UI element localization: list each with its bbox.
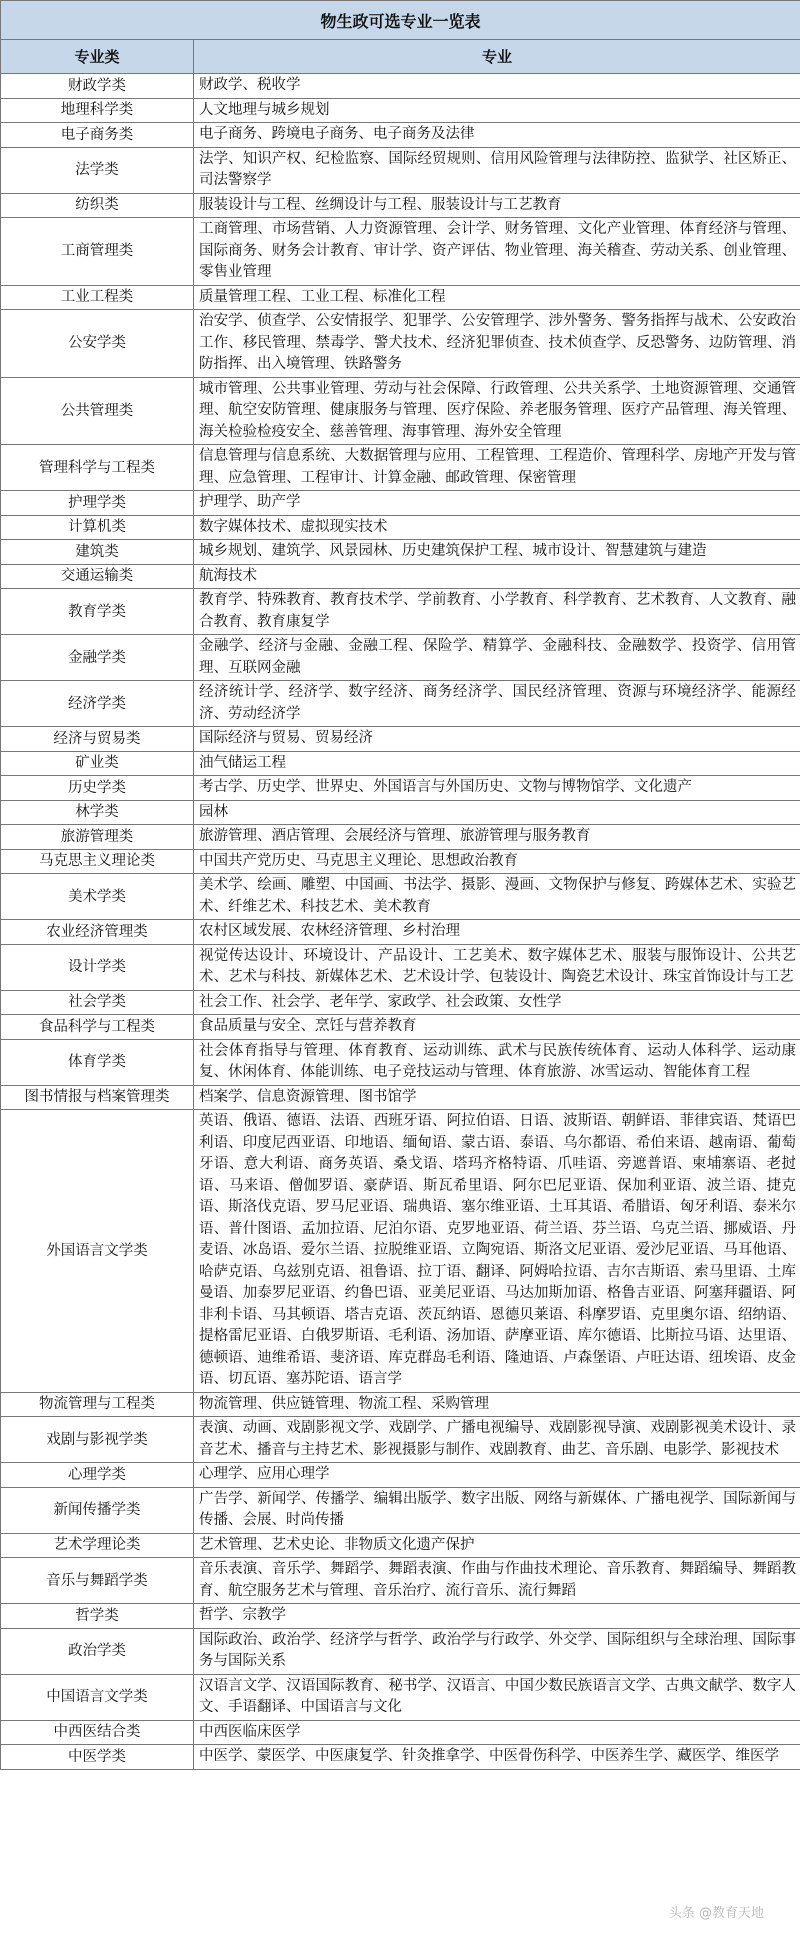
table-row: [1, 285, 800, 310]
category-cell: 物流管理与工程类: [1, 1392, 194, 1417]
category-cell: 音乐与舞蹈学类: [1, 1558, 194, 1604]
category-cell: 艺术学理论类: [1, 1533, 194, 1558]
table-row: [1, 491, 800, 516]
category-cell: 计算机类: [1, 515, 194, 540]
header-majors: 专业: [194, 40, 800, 74]
majors-cell: 电子商务、跨境电子商务、电子商务及法律: [194, 123, 800, 148]
majors-cell: 质量管理工程、工业工程、标准化工程: [194, 285, 800, 310]
header-category: 专业类: [1, 40, 194, 74]
majors-cell: 农村区域发展、农林经济管理、乡村治理: [194, 920, 800, 945]
category-cell: 纺织类: [1, 193, 194, 218]
table-row: [1, 1392, 800, 1417]
category-cell: 地理科学类: [1, 98, 194, 123]
majors-cell: 城市管理、公共事业管理、劳动与社会保障、行政管理、公共关系学、土地资源管理、交通管理、航空安防管理、健康服务与管理、医疗保险、养老服务管理、医疗产品管理、海关管理、海关检验检疫安全、慈善管理、海事管理、海外安全管理: [194, 377, 800, 445]
category-cell: 中西医结合类: [1, 1720, 194, 1745]
table-row: [1, 147, 800, 193]
majors-cell: 园林: [194, 800, 800, 825]
majors-cell: 金融学、经济与金融、金融工程、保险学、精算学、金融科技、金融数学、投资学、信用管理、互联网金融: [194, 635, 800, 681]
table-row: [1, 751, 800, 776]
category-cell: 外国语言文学类: [1, 1110, 194, 1393]
category-cell: 经济学类: [1, 681, 194, 727]
majors-cell: 航海技术: [194, 564, 800, 589]
table-row: [1, 681, 800, 727]
majors-cell: 美术学、绘画、雕塑、中国画、书法学、摄影、漫画、文物保护与修复、跨媒体艺术、实验艺术、纤维艺术、科技艺术、美术教育: [194, 874, 800, 920]
table-row: [1, 1463, 800, 1488]
category-cell: 政治学类: [1, 1628, 194, 1674]
table-row: [1, 74, 800, 99]
majors-cell: 视觉传达设计、环境设计、产品设计、工艺美术、数字媒体艺术、服装与服饰设计、公共艺术、艺术与科技、新媒体艺术、艺术设计学、包装设计、陶瓷艺术设计、珠宝首饰设计与工艺: [194, 944, 800, 990]
table-row: [1, 1110, 800, 1393]
category-cell: 工商管理类: [1, 218, 194, 286]
table-row: [1, 1015, 800, 1040]
table-row: [1, 1720, 800, 1745]
table-row: [1, 1674, 800, 1720]
majors-cell: 社会体育指导与管理、体育教育、运动训练、武术与民族传统体育、运动人体科学、运动康复、休闲体育、体能训练、电子竞技运动与管理、体育旅游、冰雪运动、智能体育工程: [194, 1039, 800, 1085]
table-row: [1, 123, 800, 148]
category-cell: 体育学类: [1, 1039, 194, 1085]
majors-cell: 工商管理、市场营销、人力资源管理、会计学、财务管理、文化产业管理、体育经济与管理、国际商务、财务会计教育、审计学、资产评估、物业管理、海关稽查、劳动关系、创业管理、零售业管理: [194, 218, 800, 286]
majors-cell: 国际政治、政治学、经济学与哲学、政治学与行政学、外交学、国际组织与全球治理、国际事务与国际关系: [194, 1628, 800, 1674]
table-row: [1, 1558, 800, 1604]
table-row: [1, 1628, 800, 1674]
table-row: [1, 1604, 800, 1629]
table-row: [1, 849, 800, 874]
table-row: [1, 589, 800, 635]
category-cell: 林学类: [1, 800, 194, 825]
table-row: [1, 920, 800, 945]
table-row: [1, 776, 800, 801]
majors-cell: 考古学、历史学、世界史、外国语言与外国历史、文物与博物馆学、文化遗产: [194, 776, 800, 801]
category-cell: 交通运输类: [1, 564, 194, 589]
category-cell: 食品科学与工程类: [1, 1015, 194, 1040]
majors-cell: 经济统计学、经济学、数字经济、商务经济学、国民经济管理、资源与环境经济学、能源经济、劳动经济学: [194, 681, 800, 727]
majors-cell: 服装设计与工程、丝绸设计与工程、服装设计与工艺教育: [194, 193, 800, 218]
majors-cell: 英语、俄语、德语、法语、西班牙语、阿拉伯语、日语、波斯语、朝鲜语、菲律宾语、梵语巴利语、印度尼西亚语、印地语、缅甸语、蒙古语、泰语、乌尔都语、希伯来语、越南语、葡萄牙语、意大利语、商务英语、桑戈语、塔玛齐格特语、爪哇语、旁遮普语、柬埔寨语、老挝语、马来语、僧伽罗语、豪萨语、斯瓦希里语、阿尔巴尼亚语、保加利亚语、波兰语、捷克语、斯洛伐克语、罗马尼亚语、瑞典语、塞尔维亚语、土耳其语、希腊语、匈牙利语、泰米尔语、普什图语、孟加拉语、尼泊尔语、克罗地亚语、荷兰语、芬兰语、乌克兰语、挪威语、丹麦语、冰岛语、爱尔兰语、拉脱维亚语、立陶宛语、斯洛文尼亚语、爱沙尼亚语、马耳他语、哈萨克语、乌兹别克语、祖鲁语、拉丁语、翻译、阿姆哈拉语、吉尔吉斯语、索马里语、土库曼语、加泰罗尼亚语、约鲁巴语、亚美尼亚语、马达加斯加语、格鲁吉亚语、阿塞拜疆语、阿非利卡语、马其顿语、塔吉克语、茨瓦纳语、恩德贝莱语、科摩罗语、克里奥尔语、绍纳语、提格雷尼亚语、白俄罗斯语、毛利语、汤加语、萨摩亚语、库尔德语、比斯拉马语、达里语、德顿语、迪维希语、斐济语、库克群岛毛利语、隆迪语、卢森堡语、卢旺达语、纽埃语、皮金语、切瓦语、塞苏陀语、语言学: [194, 1110, 800, 1393]
table-row: [1, 310, 800, 378]
majors-cell: 物流管理、供应链管理、物流工程、采购管理: [194, 1392, 800, 1417]
category-cell: 图书情报与档案管理类: [1, 1085, 194, 1110]
category-cell: 财政学类: [1, 74, 194, 99]
majors-cell: 广告学、新闻学、传播学、编辑出版学、数字出版、网络与新媒体、广播电视学、国际新闻与传播、会展、时尚传播: [194, 1487, 800, 1533]
table-row: [1, 1085, 800, 1110]
category-cell: 社会学类: [1, 990, 194, 1015]
table-row: [1, 1533, 800, 1558]
category-cell: 哲学类: [1, 1604, 194, 1629]
category-cell: 建筑类: [1, 540, 194, 565]
majors-cell: 国际经济与贸易、贸易经济: [194, 727, 800, 752]
majors-cell: 教育学、特殊教育、教育技术学、学前教育、小学教育、科学教育、艺术教育、人文教育、融合教育、教育康复学: [194, 589, 800, 635]
majors-cell: 表演、动画、戏剧影视文学、戏剧学、广播电视编导、戏剧影视导演、戏剧影视美术设计、录音艺术、播音与主持艺术、影视摄影与制作、戏剧教育、曲艺、音乐剧、电影学、影视技术: [194, 1417, 800, 1463]
category-cell: 旅游管理类: [1, 825, 194, 850]
category-cell: 心理学类: [1, 1463, 194, 1488]
majors-cell: 汉语言文学、汉语国际教育、秘书学、汉语言、中国少数民族语言文学、古典文献学、数字人文、手语翻译、中国语言与文化: [194, 1674, 800, 1720]
category-cell: 中医学类: [1, 1745, 194, 1770]
category-cell: 电子商务类: [1, 123, 194, 148]
majors-cell: 档案学、信息资源管理、图书馆学: [194, 1085, 800, 1110]
majors-cell: 城乡规划、建筑学、风景园林、历史建筑保护工程、城市设计、智慧建筑与建造: [194, 540, 800, 565]
majors-cell: 油气储运工程: [194, 751, 800, 776]
table-title: 物生政可选专业一览表: [1, 1, 800, 40]
table-row: [1, 445, 800, 491]
table-row: [1, 218, 800, 286]
table-row: [1, 825, 800, 850]
majors-cell: 哲学、宗教学: [194, 1604, 800, 1629]
majors-cell: 治安学、侦查学、公安情报学、犯罪学、公安管理学、涉外警务、警务指挥与战术、公安政治工作、移民管理、禁毒学、警犬技术、经济犯罪侦查、技术侦查学、反恐警务、边防管理、消防指挥、出入境管理、铁路警务: [194, 310, 800, 378]
category-cell: 教育学类: [1, 589, 194, 635]
category-cell: 美术学类: [1, 874, 194, 920]
category-cell: 矿业类: [1, 751, 194, 776]
majors-cell: 食品质量与安全、烹饪与营养教育: [194, 1015, 800, 1040]
category-cell: 工业工程类: [1, 285, 194, 310]
majors-cell: 数字媒体技术、虚拟现实技术: [194, 515, 800, 540]
category-cell: 历史学类: [1, 776, 194, 801]
majors-cell: 护理学、助产学: [194, 491, 800, 516]
table-row: [1, 990, 800, 1015]
majors-cell: 中医学、蒙医学、中医康复学、针灸推拿学、中医骨伤科学、中医养生学、藏医学、维医学: [194, 1745, 800, 1770]
majors-cell: 中国共产党历史、马克思主义理论、思想政治教育: [194, 849, 800, 874]
majors-cell: 社会工作、社会学、老年学、家政学、社会政策、女性学: [194, 990, 800, 1015]
table-row: [1, 377, 800, 445]
category-cell: 设计学类: [1, 944, 194, 990]
table-row: [1, 1417, 800, 1463]
category-cell: 公共管理类: [1, 377, 194, 445]
category-cell: 中国语言文学类: [1, 1674, 194, 1720]
category-cell: 金融学类: [1, 635, 194, 681]
table-row: [1, 635, 800, 681]
table-row: [1, 874, 800, 920]
table-row: [1, 98, 800, 123]
majors-cell: 旅游管理、酒店管理、会展经济与管理、旅游管理与服务教育: [194, 825, 800, 850]
majors-cell: 财政学、税收学: [194, 74, 800, 99]
table-row: [1, 1039, 800, 1085]
majors-cell: 人文地理与城乡规划: [194, 98, 800, 123]
category-cell: 法学类: [1, 147, 194, 193]
table-row: [1, 727, 800, 752]
category-cell: 公安学类: [1, 310, 194, 378]
table-row: [1, 515, 800, 540]
majors-cell: 法学、知识产权、纪检监察、国际经贸规则、信用风险管理与法律防控、监狱学、社区矫正、司法警察学: [194, 147, 800, 193]
table-row: [1, 944, 800, 990]
majors-cell: 心理学、应用心理学: [194, 1463, 800, 1488]
majors-cell: 中西医临床医学: [194, 1720, 800, 1745]
category-cell: 农业经济管理类: [1, 920, 194, 945]
table-row: [1, 800, 800, 825]
majors-cell: 艺术管理、艺术史论、非物质文化遗产保护: [194, 1533, 800, 1558]
table-row: [1, 1745, 800, 1770]
category-cell: 马克思主义理论类: [1, 849, 194, 874]
table-row: [1, 1487, 800, 1533]
category-cell: 经济与贸易类: [1, 727, 194, 752]
category-cell: 管理科学与工程类: [1, 445, 194, 491]
category-cell: 戏剧与影视学类: [1, 1417, 194, 1463]
table-row: [1, 564, 800, 589]
table-row: [1, 193, 800, 218]
majors-cell: 音乐表演、音乐学、舞蹈学、舞蹈表演、作曲与作曲技术理论、音乐教育、舞蹈编导、舞蹈教育、航空服务艺术与管理、音乐治疗、流行音乐、流行舞蹈: [194, 1558, 800, 1604]
table-row: [1, 540, 800, 565]
majors-cell: 信息管理与信息系统、大数据管理与应用、工程管理、工程造价、管理科学、房地产开发与管理、应急管理、工程审计、计算金融、邮政管理、保密管理: [194, 445, 800, 491]
category-cell: 新闻传播学类: [1, 1487, 194, 1533]
category-cell: 护理学类: [1, 491, 194, 516]
table-body: [1, 74, 800, 1770]
watermark: 头条 @教育天地: [668, 1906, 764, 1921]
